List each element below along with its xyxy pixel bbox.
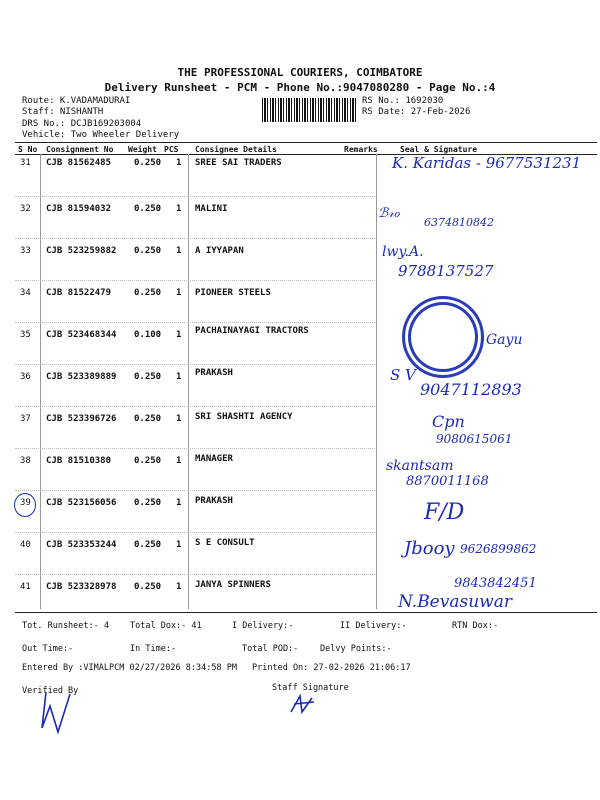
row-divider [15,238,375,239]
row-sno: 38 [20,456,31,466]
row-sno: 41 [20,582,31,592]
runsheet-title: Delivery Runsheet - PCM - Phone No.:9047080280 - Page No.:4 [104,81,496,94]
row-sno: 37 [20,414,31,424]
row-consignment: CJB 523328978 [46,582,117,592]
col-sno: S No [18,145,38,154]
signature-scribble: lwy.A. [382,244,424,260]
row-weight: 0.250 [134,204,162,214]
rs-number: RS No.: 1692030 [362,96,444,106]
row-consignment: CJB 523389889 [46,372,117,382]
staff-signature-scribble [288,692,318,716]
row-sno: 34 [20,288,31,298]
row-pcs: 1 [176,158,182,168]
row-pcs: 1 [176,330,182,340]
col-pcs: PCS [164,145,179,154]
row-weight: 0.100 [134,330,162,340]
row-pcs: 1 [176,288,182,298]
staff-label: Staff: NISHANTH [22,107,104,117]
entered-by: Entered By :VIMALPCM 02/27/2026 8:34:58 PM [22,663,237,673]
row-divider [15,280,375,281]
row-pcs: 1 [176,372,182,382]
row-signature: 9626899862 [460,542,537,556]
row-consignment: CJB 523468344 [46,330,117,340]
rtn-dox: RTN Dox:- [452,621,499,631]
row-signature: 9047112893 [420,380,522,399]
route-label: Route: K.VADAMADURAI [22,96,131,106]
row-consignee: SREE SAI TRADERS [195,158,282,168]
in-time: In Time:- [130,644,177,654]
signature-scribble: ℬ𝓇ℴ [378,206,400,221]
row-consignment: CJB 81594032 [46,204,112,214]
row-divider [15,532,375,533]
row-divider [15,490,375,491]
row-pcs: 1 [176,414,182,424]
row-consignment: CJB 523396726 [46,414,117,424]
row-weight: 0.250 [134,498,162,508]
row-sno: 32 [20,204,31,214]
row-consignee: MALINI [195,204,228,214]
printed-on: Printed On: 27-02-2026 21:06:17 [252,663,411,673]
row-consignee: SRI SHASHTI AGENCY [195,412,293,422]
vehicle-label: Vehicle: Two Wheeler Delivery [22,130,180,140]
row-pcs: 1 [176,246,182,256]
signature-scribble: S V [390,366,416,384]
row-consignee: MANAGER [195,454,233,464]
row-consignment: CJB 523156056 [46,498,117,508]
out-time: Out Time:- [22,644,74,654]
col-consignment: Consignment No [46,145,114,154]
row-consignee: S E CONSULT [195,538,255,548]
company-title: THE PROFESSIONAL COURIERS, COIMBATORE [177,66,423,79]
row-divider [15,448,375,449]
signature-scribble: Cpn [432,412,465,431]
row-weight: 0.250 [134,158,162,168]
total-pod: Total POD:- [242,644,299,654]
rs-date: RS Date: 27-Feb-2026 [362,107,471,117]
row-pcs: 1 [176,498,182,508]
row-consignee: PIONEER STEELS [195,288,271,298]
signature-scribble: skantsam [386,458,454,474]
delvy-points: Delvy Points:- [320,644,392,654]
col-consignee: Consignee Details [195,145,277,154]
row-signature: 6374810842 [424,216,494,229]
row-divider [15,196,375,197]
row-signature: 9843842451 [454,576,537,591]
col-divider [188,154,189,609]
row-sno: 40 [20,540,31,550]
row-pcs: 1 [176,540,182,550]
row-sno: 33 [20,246,31,256]
col-divider [40,154,41,609]
row-consignment: CJB 81522479 [46,288,112,298]
row-divider [15,406,375,407]
row-divider [15,322,375,323]
row-weight: 0.250 [134,414,162,424]
drs-number: DRS No.: DCJB169203004 [22,119,142,129]
row-consignee: JANYA SPINNERS [195,580,271,590]
row-consignment: CJB 523353244 [46,540,117,550]
signature-scribble: Jbooy [404,538,455,559]
row-divider [15,574,375,575]
row-signature: F/D [424,500,465,525]
col-divider [376,154,377,609]
row-signature: 8870011168 [406,474,489,489]
verified-signature-scribble [36,688,76,736]
barcode [262,98,356,122]
row-sno: 35 [20,330,31,340]
row-consignment: CJB 523259882 [46,246,117,256]
staff-signature: Staff Signature [272,683,349,693]
signature-scribble: Gayu [486,332,523,348]
row-signature: 9788137527 [398,262,494,280]
row-weight: 0.250 [134,582,162,592]
row-consignment: CJB 81562485 [46,158,112,168]
signature-scribble: N.Bevasuwar [398,592,512,612]
tot-runsheet: Tot. Runsheet:- 4 [22,621,109,631]
row-weight: 0.250 [134,456,162,466]
row-consignee: PRAKASH [195,496,233,506]
col-seal-signature: Seal & Signature [400,145,478,154]
table-bottom-rule [15,612,597,613]
row-weight: 0.250 [134,372,162,382]
row-divider [15,364,375,365]
table-top-rule [15,142,597,143]
i-delivery: I Delivery:- [232,621,294,631]
verified-by: Verified By [22,686,79,696]
row-signature: 9080615061 [436,432,513,446]
total-dox: Total Dox:- 41 [130,621,202,631]
ii-delivery: II Delivery:- [340,621,407,631]
row-pcs: 1 [176,582,182,592]
row-consignee: PRAKASH [195,368,233,378]
col-remarks: Remarks [344,145,378,154]
row-consignee: A IYYAPAN [195,246,244,256]
row-weight: 0.250 [134,246,162,256]
row-weight: 0.250 [134,540,162,550]
row-consignee: PACHAINAYAGI TRACTORS [195,326,309,336]
row-sno: 31 [20,158,31,168]
row-sno: 36 [20,372,31,382]
row-consignment: CJB 81510380 [46,456,112,466]
row-weight: 0.250 [134,288,162,298]
col-weight: Weight [128,145,157,154]
row-pcs: 1 [176,204,182,214]
row-pcs: 1 [176,456,182,466]
row-signature: K. Karidas - 9677531231 [392,154,582,172]
row-sno: 39 [20,498,31,508]
